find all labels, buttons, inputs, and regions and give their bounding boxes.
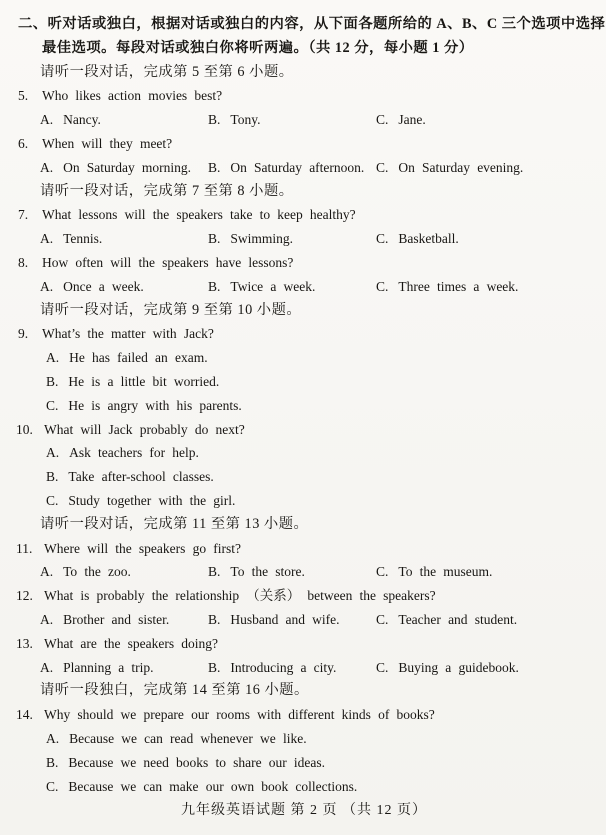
option-label: B.: [208, 112, 221, 128]
option-text: Take after-school classes.: [68, 469, 214, 485]
question-12-options: [16, 608, 592, 632]
question-7: [16, 203, 592, 227]
option-text: Nancy.: [63, 112, 101, 128]
question-number: 9.: [18, 326, 29, 342]
option-label: C.: [376, 611, 389, 627]
page-footer: 九年级英语试题 第 2 页 （共 12 页）: [181, 803, 427, 819]
option-text: Introducing a city.: [230, 659, 337, 675]
option-text: Because we need books to share our ideas.: [68, 754, 326, 770]
option-text: Because we can make our own book collections.: [68, 778, 358, 794]
question-text: What lessons will the speakers take to keep healthy?: [42, 207, 356, 223]
question-10-option-c: [16, 489, 592, 513]
question-6: [16, 132, 592, 156]
question-text: Why should we prepare our rooms with different kinds of books?: [44, 707, 435, 723]
option-text: To the zoo.: [63, 564, 131, 580]
option-label: C.: [376, 278, 389, 294]
option-a: [40, 275, 208, 299]
option-label: B.: [208, 564, 221, 580]
option-c: [376, 227, 592, 251]
option-label: C.: [376, 112, 389, 128]
option-a: [40, 108, 208, 132]
question-10-option-a: [16, 441, 592, 465]
question-10-option-b: [16, 465, 592, 489]
option-label: A.: [40, 611, 54, 627]
option-label: C.: [376, 231, 389, 247]
option-text: Jane.: [398, 112, 426, 128]
question-number: 10.: [16, 421, 33, 437]
listen-instruction-9-10: 请听一段对话，完成第 9 至第 10 小题。: [40, 301, 302, 318]
question-number: 6.: [18, 135, 29, 151]
question-text: How often will the speakers have lessons?: [42, 254, 294, 270]
option-text: On Saturday evening.: [398, 159, 524, 175]
option-c: [376, 275, 592, 299]
question-11-options: [16, 560, 592, 584]
option-text: Study together with the girl.: [68, 492, 236, 508]
option-text: On Saturday morning.: [63, 159, 192, 175]
option-c: [376, 608, 592, 632]
option-text: Swimming.: [230, 231, 294, 247]
question-text: What are the speakers doing?: [44, 635, 219, 651]
option-label: C.: [376, 659, 389, 675]
option-label: B.: [208, 159, 221, 175]
option-label: A.: [46, 730, 60, 746]
question-13-options: [16, 656, 592, 680]
option-text: Husband and wife.: [230, 611, 340, 627]
option-label: A.: [40, 278, 54, 294]
question-8-options: [16, 275, 592, 299]
question-10: [16, 418, 592, 442]
option-text: To the museum.: [398, 564, 493, 580]
option-label: C.: [46, 397, 59, 413]
option-text: Buying a guidebook.: [398, 659, 519, 675]
option-label: B.: [208, 278, 221, 294]
option-text: Teacher and student.: [398, 611, 518, 627]
option-label: B.: [46, 469, 59, 485]
option-text: He is a little bit worried.: [68, 373, 220, 389]
question-9-option-b: [16, 370, 592, 394]
question-text: What will Jack probably do next?: [44, 421, 245, 437]
option-label: B.: [208, 659, 221, 675]
question-text: What’s the matter with Jack?: [42, 326, 214, 342]
option-label: A.: [40, 112, 54, 128]
option-label: C.: [46, 778, 59, 794]
option-label: A.: [46, 350, 60, 366]
option-a: [40, 227, 208, 251]
option-label: C.: [376, 564, 389, 580]
option-a: [40, 608, 208, 632]
section-header-line1: 二、听对话或独白，根据对话或独白的内容，从下面各题所给的 A、B、C 三个选项中选择: [18, 16, 606, 32]
question-number: 11.: [16, 540, 33, 556]
question-text: When will they meet?: [42, 135, 173, 151]
option-text: Brother and sister.: [63, 611, 170, 627]
listen-instruction-11-13: 请听一段对话，完成第 11 至第 13 小题。: [40, 515, 309, 532]
question-13: [16, 632, 592, 656]
listen-instruction-14-16: 请听一段独白，完成第 14 至第 16 小题。: [40, 682, 309, 699]
option-b: [208, 227, 376, 251]
option-label: B.: [46, 754, 59, 770]
option-text: Because we can read whenever we like.: [69, 730, 307, 746]
option-label: A.: [40, 659, 54, 675]
option-text: Three times a week.: [398, 278, 519, 294]
question-text: What is probably the relationship （关系） between the speakers?: [44, 588, 436, 604]
option-text: Basketball.: [398, 231, 459, 247]
option-label: A.: [40, 564, 54, 580]
option-label: B.: [208, 231, 221, 247]
option-label: B.: [208, 611, 221, 627]
question-text: Who likes action movies best?: [42, 88, 223, 104]
option-text: Ask teachers for help.: [69, 445, 199, 461]
option-label: A.: [40, 159, 54, 175]
option-label: C.: [376, 159, 389, 175]
question-12: [16, 584, 592, 608]
question-number: 5.: [18, 88, 29, 104]
option-label: A.: [46, 445, 60, 461]
option-b: [208, 156, 376, 180]
option-text: Once a week.: [63, 278, 144, 294]
question-number: 12.: [16, 588, 33, 604]
question-number: 7.: [18, 207, 29, 223]
question-number: 8.: [18, 254, 29, 270]
question-6-options: [16, 156, 592, 180]
option-a: [40, 560, 208, 584]
question-14-option-a: [16, 727, 592, 751]
option-label: A.: [40, 231, 54, 247]
option-b: [208, 275, 376, 299]
option-b: [208, 560, 376, 584]
question-7-options: [16, 227, 592, 251]
question-14-option-c: [16, 775, 592, 799]
question-9: [16, 322, 592, 346]
option-label: C.: [46, 492, 59, 508]
section-header-line2: 最佳选项。每段对话或独白你将听两遍。（共 12 分，每小题 1 分）: [42, 39, 474, 56]
option-c: [376, 108, 592, 132]
question-9-option-a: [16, 346, 592, 370]
listen-instruction-7-8: 请听一段对话，完成第 7 至第 8 小题。: [40, 182, 294, 199]
option-text: Planning a trip.: [63, 659, 154, 675]
option-c: [376, 156, 592, 180]
question-number: 14.: [16, 707, 33, 723]
question-14-option-b: [16, 751, 592, 775]
question-number: 13.: [16, 635, 33, 651]
option-c: [376, 656, 592, 680]
option-b: [208, 656, 376, 680]
option-a: [40, 656, 208, 680]
question-9-option-c: [16, 394, 592, 418]
option-text: To the store.: [230, 564, 305, 580]
question-14: [16, 703, 592, 727]
option-b: [208, 608, 376, 632]
question-5: [16, 84, 592, 108]
question-11: [16, 537, 592, 561]
option-text: Tennis.: [63, 231, 103, 247]
option-a: [40, 156, 208, 180]
option-text: He is angry with his parents.: [68, 397, 242, 413]
option-text: Twice a week.: [230, 278, 316, 294]
question-8: [16, 251, 592, 275]
option-text: Tony.: [230, 112, 261, 128]
option-c: [376, 560, 592, 584]
option-b: [208, 108, 376, 132]
listen-instruction-5-6: 请听一段对话，完成第 5 至第 6 小题。: [40, 63, 294, 80]
option-label: B.: [46, 373, 59, 389]
option-text: On Saturday afternoon.: [230, 159, 365, 175]
question-text: Where will the speakers go first?: [44, 540, 241, 556]
question-5-options: [16, 108, 592, 132]
option-text: He has failed an exam.: [69, 350, 208, 366]
